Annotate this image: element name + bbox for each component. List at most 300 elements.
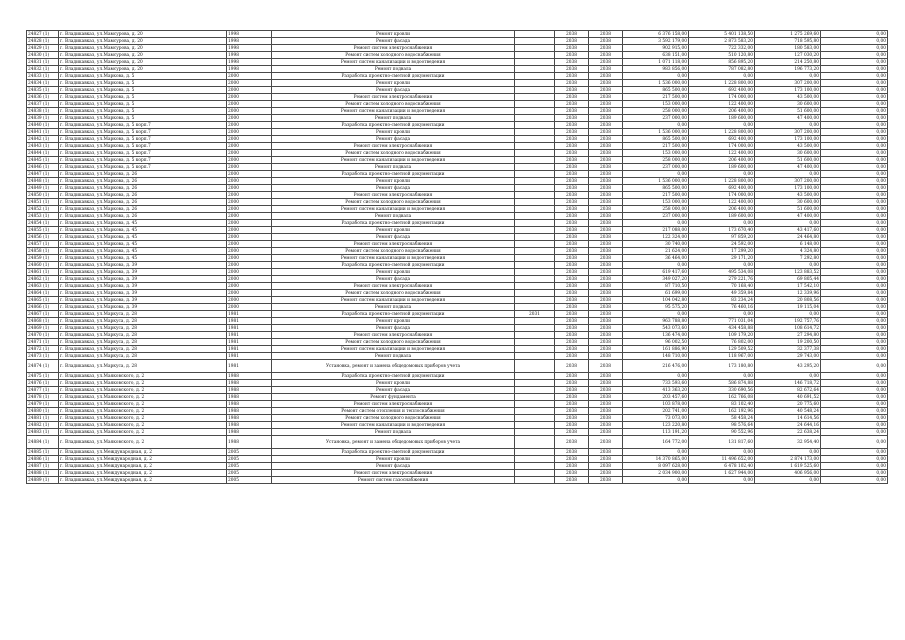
table-row (27, 213, 888, 220)
owner-cost-cell: 0,00 (755, 73, 821, 80)
table-row (27, 234, 888, 241)
total-cost-cell: 153 000,00 (623, 101, 689, 108)
row-id-cell: 24831 (1) (27, 59, 59, 66)
table-row (27, 429, 888, 436)
address-cell: г. Владикавказ, ул.Маркуса, д. 28 (59, 360, 227, 373)
owner-cost-cell: 43 417,60 (755, 227, 821, 234)
work-type-cell: Ремонт подвала (272, 429, 515, 436)
extra-year-cell (515, 318, 555, 325)
table-row (27, 178, 888, 185)
total-cost-cell: 733 593,60 (623, 380, 689, 387)
address-cell: г. Владикавказ, ул.Маркова, д. 5 (59, 87, 227, 94)
plan-year-start-cell: 2038 (555, 192, 589, 199)
table-row (27, 373, 888, 380)
owner-cost-cell: 0,00 (755, 171, 821, 178)
owner-cost-cell: 718 595,80 (755, 38, 821, 45)
work-type-cell: Ремонт систем канализации и водоотведения (272, 59, 515, 66)
owner-cost-cell: 7 292,80 (755, 255, 821, 262)
address-cell: г. Владикавказ, ул.Маркуса, д. 28 (59, 332, 227, 339)
plan-year-start-cell: 2038 (555, 276, 589, 283)
work-type-cell: Ремонт кровли (272, 227, 515, 234)
fund-cost-cell: 118 967,00 (689, 353, 755, 360)
row-id-cell: 24888 (1) (27, 470, 59, 477)
plan-year-start-cell: 2038 (555, 38, 589, 45)
plan-year-start-cell: 2038 (555, 199, 589, 206)
table-row (27, 101, 888, 108)
owner-cost-cell: 307 200,00 (755, 80, 821, 87)
fund-cost-cell: 174 000,00 (689, 192, 755, 199)
work-type-cell: Ремонт систем электроснабжения (272, 283, 515, 290)
extra-year-cell (515, 339, 555, 346)
table-row (27, 241, 888, 248)
plan-year-end-cell: 2038 (589, 255, 623, 262)
owner-cost-cell: 51 600,00 (755, 108, 821, 115)
extra-year-cell (515, 199, 555, 206)
row-id-cell: 24843 (1) (27, 143, 59, 150)
build-year-cell: 2000 (227, 255, 272, 262)
work-type-cell: Ремонт систем холодного водоснабжения (272, 290, 515, 297)
row-id-cell: 24850 (1) (27, 192, 59, 199)
work-type-cell: Ремонт фасада (272, 387, 515, 394)
table-row (27, 283, 888, 290)
build-year-cell: 2000 (227, 101, 272, 108)
build-year-cell: 2000 (227, 262, 272, 269)
owner-cost-cell: 6 148,00 (755, 241, 821, 248)
row-id-cell: 24833 (1) (27, 73, 59, 80)
total-cost-cell: 217 500,00 (623, 94, 689, 101)
table-row (27, 73, 888, 80)
total-cost-cell: 619 417,60 (623, 269, 689, 276)
build-year-cell: 1988 (227, 436, 272, 449)
table-row (27, 220, 888, 227)
fund-cost-cell: 510 120,80 (689, 52, 755, 59)
other-cost-cell: 0,00 (821, 164, 888, 171)
build-year-cell: 1988 (227, 387, 272, 394)
extra-year-cell (515, 436, 555, 449)
table-row (27, 415, 888, 422)
address-cell: г. Владикавказ, ул.Маркова, д. 26 (59, 213, 227, 220)
plan-year-start-cell: 2038 (555, 115, 589, 122)
plan-year-end-cell: 2038 (589, 199, 623, 206)
extra-year-cell (515, 255, 555, 262)
fund-cost-cell: 109 179,20 (689, 332, 755, 339)
extra-year-cell (515, 325, 555, 332)
other-cost-cell: 0,00 (821, 206, 888, 213)
other-cost-cell: 0,00 (821, 87, 888, 94)
address-cell: г. Владикавказ, ул.Маркова, д. 26 (59, 192, 227, 199)
extra-year-cell (515, 94, 555, 101)
other-cost-cell: 0,00 (821, 255, 888, 262)
work-type-cell: Ремонт систем канализации и водоотведения (272, 422, 515, 429)
row-id-cell: 24859 (1) (27, 255, 59, 262)
plan-year-start-cell: 2038 (555, 171, 589, 178)
work-type-cell: Ремонт подвала (272, 353, 515, 360)
address-cell: г. Владикавказ, ул.Маркова, д. 5 (59, 94, 227, 101)
row-id-cell: 24882 (1) (27, 422, 59, 429)
work-type-cell: Ремонт кровли (272, 129, 515, 136)
total-cost-cell: 258 000,00 (623, 157, 689, 164)
table-row (27, 318, 888, 325)
address-cell: г. Владикавказ, ул.Маяковского, д. 2 (59, 422, 227, 429)
extra-year-cell (515, 178, 555, 185)
extra-year-cell (515, 171, 555, 178)
other-cost-cell: 0,00 (821, 220, 888, 227)
total-cost-cell: 103 878,00 (623, 401, 689, 408)
row-id-cell: 24875 (1) (27, 373, 59, 380)
row-id-cell: 24880 (1) (27, 408, 59, 415)
build-year-cell: 1998 (227, 31, 272, 38)
extra-year-cell (515, 136, 555, 143)
build-year-cell: 2000 (227, 150, 272, 157)
table-row (27, 129, 888, 136)
table-row (27, 346, 888, 353)
extra-year-cell (515, 332, 555, 339)
fund-cost-cell: 162 192,96 (689, 408, 755, 415)
build-year-cell: 2000 (227, 220, 272, 227)
total-cost-cell: 865 500,00 (623, 87, 689, 94)
total-cost-cell: 237 000,00 (623, 115, 689, 122)
table-row (27, 59, 888, 66)
plan-year-start-cell: 2038 (555, 94, 589, 101)
owner-cost-cell: 29 743,00 (755, 353, 821, 360)
other-cost-cell: 0,00 (821, 297, 888, 304)
extra-year-cell (515, 73, 555, 80)
address-cell: г. Владикавказ, ул.Маркова, д. 26 (59, 206, 227, 213)
build-year-cell: 2005 (227, 470, 272, 477)
build-year-cell: 1988 (227, 415, 272, 422)
address-cell: г. Владикавказ, ул.Маркова, д. 39 (59, 297, 227, 304)
owner-cost-cell: 19 115,04 (755, 304, 821, 311)
plan-year-start-cell: 2038 (555, 45, 589, 52)
extra-year-cell (515, 463, 555, 470)
row-id-cell: 24830 (1) (27, 52, 59, 59)
build-year-cell: 2000 (227, 87, 272, 94)
row-id-cell: 24858 (1) (27, 248, 59, 255)
fund-cost-cell: 29 171,20 (689, 255, 755, 262)
plan-year-end-cell: 2038 (589, 318, 623, 325)
table-row (27, 227, 888, 234)
plan-year-start-cell: 2038 (555, 449, 589, 456)
other-cost-cell: 0,00 (821, 59, 888, 66)
other-cost-cell: 0,00 (821, 304, 888, 311)
plan-year-end-cell: 2038 (589, 415, 623, 422)
table-row (27, 199, 888, 206)
fund-cost-cell: 722 332,00 (689, 45, 755, 52)
row-id-cell: 24863 (1) (27, 283, 59, 290)
address-cell: г. Владикавказ, ул.Маяковского, д. 2 (59, 415, 227, 422)
fund-cost-cell: 434 458,88 (689, 325, 755, 332)
address-cell: г. Владикавказ, ул.Маркова, д. 45 (59, 220, 227, 227)
table-row (27, 80, 888, 87)
row-id-cell: 24879 (1) (27, 401, 59, 408)
build-year-cell: 2005 (227, 463, 272, 470)
table-row (27, 164, 888, 171)
extra-year-cell (515, 401, 555, 408)
extra-year-cell (515, 45, 555, 52)
table-row (27, 45, 888, 52)
other-cost-cell: 0,00 (821, 248, 888, 255)
work-type-cell: Ремонт систем канализации и водоотведения (272, 346, 515, 353)
extra-year-cell (515, 276, 555, 283)
other-cost-cell: 0,00 (821, 143, 888, 150)
owner-cost-cell: 4 324,80 (755, 248, 821, 255)
total-cost-cell: 0,00 (623, 311, 689, 318)
build-year-cell: 2000 (227, 94, 272, 101)
row-id-cell: 24839 (1) (27, 115, 59, 122)
work-type-cell: Ремонт кровли (272, 380, 515, 387)
plan-year-start-cell: 2038 (555, 477, 589, 484)
work-type-cell: Разработка проектно-сметной документации (272, 311, 515, 318)
plan-year-end-cell: 2038 (589, 52, 623, 59)
address-cell: г. Владикавказ, ул.Международная, д. 2 (59, 449, 227, 456)
plan-year-end-cell: 2038 (589, 101, 623, 108)
table-row (27, 332, 888, 339)
row-id-cell: 24865 (1) (27, 297, 59, 304)
plan-year-start-cell: 2038 (555, 436, 589, 449)
plan-year-end-cell: 2038 (589, 470, 623, 477)
build-year-cell: 1988 (227, 429, 272, 436)
address-cell: г. Владикавказ, ул.Маркова, д. 39 (59, 304, 227, 311)
total-cost-cell: 258 000,00 (623, 108, 689, 115)
table-row (27, 339, 888, 346)
plan-year-end-cell: 2038 (589, 283, 623, 290)
address-cell: г. Владикавказ, ул.Маркова, д. 45 (59, 234, 227, 241)
extra-year-cell (515, 241, 555, 248)
row-id-cell: 24885 (1) (27, 449, 59, 456)
address-cell: г. Владикавказ, ул.Маяковского, д. 2 (59, 408, 227, 415)
build-year-cell: 1981 (227, 325, 272, 332)
owner-cost-cell: 173 100,00 (755, 87, 821, 94)
fund-cost-cell: 692 400,00 (689, 87, 755, 94)
work-type-cell: Разработка проектно-сметной документации (272, 262, 515, 269)
other-cost-cell: 0,00 (821, 213, 888, 220)
work-type-cell: Ремонт систем канализации и водоотведения (272, 108, 515, 115)
plan-year-start-cell: 2038 (555, 150, 589, 157)
plan-year-end-cell: 2038 (589, 87, 623, 94)
fund-cost-cell: 76 460,16 (689, 304, 755, 311)
plan-year-start-cell: 2038 (555, 262, 589, 269)
fund-cost-cell: 0,00 (689, 311, 755, 318)
total-cost-cell: 865 500,00 (623, 136, 689, 143)
build-year-cell: 1988 (227, 373, 272, 380)
row-id-cell: 24836 (1) (27, 94, 59, 101)
extra-year-cell (515, 87, 555, 94)
fund-cost-cell: 122 400,00 (689, 101, 755, 108)
plan-year-end-cell: 2038 (589, 108, 623, 115)
plan-year-start-cell: 2038 (555, 429, 589, 436)
owner-cost-cell: 30 600,00 (755, 150, 821, 157)
fund-cost-cell: 49 359,84 (689, 290, 755, 297)
work-type-cell: Ремонт систем электроснабжения (272, 332, 515, 339)
owner-cost-cell: 180 583,00 (755, 45, 821, 52)
other-cost-cell: 0,00 (821, 227, 888, 234)
work-type-cell: Ремонт подвала (272, 115, 515, 122)
build-year-cell: 2000 (227, 192, 272, 199)
fund-cost-cell: 0,00 (689, 449, 755, 456)
extra-year-cell (515, 353, 555, 360)
build-year-cell: 2000 (227, 234, 272, 241)
build-year-cell: 2000 (227, 129, 272, 136)
work-type-cell: Ремонт систем электроснабжения (272, 45, 515, 52)
extra-year-cell (515, 66, 555, 73)
owner-cost-cell: 0,00 (755, 122, 821, 129)
other-cost-cell: 0,00 (821, 394, 888, 401)
total-cost-cell: 3 592 179,00 (623, 38, 689, 45)
plan-year-end-cell: 2038 (589, 360, 623, 373)
build-year-cell: 1998 (227, 45, 272, 52)
table-row (27, 470, 888, 477)
extra-year-cell (515, 143, 555, 150)
plan-year-start-cell: 2038 (555, 241, 589, 248)
build-year-cell: 1988 (227, 380, 272, 387)
work-type-cell: Ремонт систем холодного водоснабжения (272, 248, 515, 255)
work-type-cell: Ремонт фасада (272, 185, 515, 192)
total-cost-cell: 14 370 865,00 (623, 456, 689, 463)
address-cell: г. Владикавказ, ул.Мамсурова, д. 20 (59, 66, 227, 73)
fund-cost-cell: 11 496 652,00 (689, 456, 755, 463)
plan-year-start-cell: 2038 (555, 234, 589, 241)
address-cell: г. Владикавказ, ул.Маяковского, д. 2 (59, 401, 227, 408)
table-row (27, 143, 888, 150)
build-year-cell: 1981 (227, 311, 272, 318)
owner-cost-cell: 0,00 (755, 373, 821, 380)
plan-year-end-cell: 2038 (589, 122, 623, 129)
work-type-cell: Ремонт систем холодного водоснабжения (272, 150, 515, 157)
plan-year-start-cell: 2038 (555, 59, 589, 66)
fund-cost-cell: 206 400,00 (689, 157, 755, 164)
plan-year-end-cell: 2038 (589, 408, 623, 415)
plan-year-end-cell: 2038 (589, 150, 623, 157)
total-cost-cell: 217 500,00 (623, 143, 689, 150)
total-cost-cell: 1 536 000,00 (623, 178, 689, 185)
build-year-cell: 2000 (227, 206, 272, 213)
plan-year-start-cell: 2038 (555, 283, 589, 290)
plan-year-end-cell: 2038 (589, 269, 623, 276)
fund-cost-cell: 98 576,64 (689, 422, 755, 429)
build-year-cell: 1998 (227, 38, 272, 45)
fund-cost-cell: 330 690,56 (689, 387, 755, 394)
extra-year-cell (515, 422, 555, 429)
fund-cost-cell: 70 168,40 (689, 283, 755, 290)
plan-year-start-cell: 2038 (555, 408, 589, 415)
plan-year-end-cell: 2038 (589, 248, 623, 255)
other-cost-cell: 0,00 (821, 52, 888, 59)
extra-year-cell (515, 449, 555, 456)
total-cost-cell: 902 915,00 (623, 45, 689, 52)
plan-year-end-cell: 2038 (589, 185, 623, 192)
owner-cost-cell: 307 200,00 (755, 178, 821, 185)
extra-year-cell (515, 234, 555, 241)
build-year-cell: 1988 (227, 394, 272, 401)
fund-cost-cell: 0,00 (689, 73, 755, 80)
extra-year-cell (515, 52, 555, 59)
fund-cost-cell: 162 766,08 (689, 394, 755, 401)
plan-year-end-cell: 2038 (589, 234, 623, 241)
owner-cost-cell: 1 275 269,60 (755, 31, 821, 38)
plan-year-end-cell: 2038 (589, 241, 623, 248)
owner-cost-cell: 47 400,00 (755, 115, 821, 122)
owner-cost-cell: 19 200,50 (755, 339, 821, 346)
plan-year-end-cell: 2038 (589, 220, 623, 227)
total-cost-cell: 1 536 000,00 (623, 129, 689, 136)
plan-year-start-cell: 2038 (555, 422, 589, 429)
row-id-cell: 24889 (1) (27, 477, 59, 484)
plan-year-start-cell: 2038 (555, 185, 589, 192)
plan-year-start-cell: 2038 (555, 401, 589, 408)
build-year-cell: 1998 (227, 59, 272, 66)
plan-year-end-cell: 2038 (589, 164, 623, 171)
build-year-cell: 2000 (227, 178, 272, 185)
total-cost-cell: 161 886,90 (623, 346, 689, 353)
address-cell: г. Владикавказ, ул.Маркова, д. 39 (59, 276, 227, 283)
work-type-cell: Ремонт кровли (272, 178, 515, 185)
extra-year-cell (515, 429, 555, 436)
work-type-cell: Ремонт систем канализации и водоотведения (272, 206, 515, 213)
address-cell: г. Владикавказ, ул.Маркова, д. 45 (59, 241, 227, 248)
total-cost-cell: 865 500,00 (623, 185, 689, 192)
address-cell: г. Владикавказ, ул.Маркова, д. 5 (59, 80, 227, 87)
build-year-cell: 2000 (227, 269, 272, 276)
fund-cost-cell: 24 592,00 (689, 241, 755, 248)
plan-year-end-cell: 2038 (589, 94, 623, 101)
owner-cost-cell: 17 542,10 (755, 283, 821, 290)
address-cell: г. Владикавказ, ул.Маяковского, д. 2 (59, 429, 227, 436)
work-type-cell: Разработка проектно-сметной документации (272, 73, 515, 80)
build-year-cell: 2000 (227, 171, 272, 178)
other-cost-cell: 0,00 (821, 94, 888, 101)
owner-cost-cell: 47 400,00 (755, 213, 821, 220)
work-type-cell: Ремонт подвала (272, 213, 515, 220)
plan-year-end-cell: 2038 (589, 206, 623, 213)
address-cell: г. Владикавказ, ул.Маркуса, д. 28 (59, 339, 227, 346)
row-id-cell: 24878 (1) (27, 394, 59, 401)
owner-cost-cell: 69 805,44 (755, 276, 821, 283)
fund-cost-cell: 692 400,00 (689, 136, 755, 143)
fund-cost-cell: 0,00 (689, 477, 755, 484)
table-row (27, 150, 888, 157)
table-row (27, 206, 888, 213)
owner-cost-cell: 40 691,52 (755, 394, 821, 401)
plan-year-end-cell: 2038 (589, 45, 623, 52)
table-row (27, 456, 888, 463)
other-cost-cell: 0,00 (821, 178, 888, 185)
plan-year-end-cell: 2038 (589, 456, 623, 463)
total-cost-cell: 1 071 118,00 (623, 59, 689, 66)
other-cost-cell: 0,00 (821, 241, 888, 248)
other-cost-cell: 0,00 (821, 477, 888, 484)
work-type-cell: Ремонт кровли (272, 31, 515, 38)
plan-year-start-cell: 2038 (555, 373, 589, 380)
table-row (27, 449, 888, 456)
row-id-cell: 24844 (1) (27, 150, 59, 157)
build-year-cell: 2000 (227, 122, 272, 129)
row-id-cell: 24876 (1) (27, 380, 59, 387)
fund-cost-cell: 1 228 800,00 (689, 178, 755, 185)
owner-cost-cell: 0,00 (755, 220, 821, 227)
row-id-cell: 24832 (1) (27, 66, 59, 73)
total-cost-cell: 0,00 (623, 220, 689, 227)
total-cost-cell: 95 575,20 (623, 304, 689, 311)
fund-cost-cell: 173 180,80 (689, 360, 755, 373)
row-id-cell: 24855 (1) (27, 227, 59, 234)
plan-year-end-cell: 2038 (589, 178, 623, 185)
build-year-cell: 2000 (227, 157, 272, 164)
work-type-cell: Ремонт подвала (272, 164, 515, 171)
plan-year-start-cell: 2038 (555, 80, 589, 87)
work-type-cell: Установка, ремонт и замена общедомовых приборов учета (272, 436, 515, 449)
fund-cost-cell: 206 400,00 (689, 108, 755, 115)
other-cost-cell: 0,00 (821, 380, 888, 387)
